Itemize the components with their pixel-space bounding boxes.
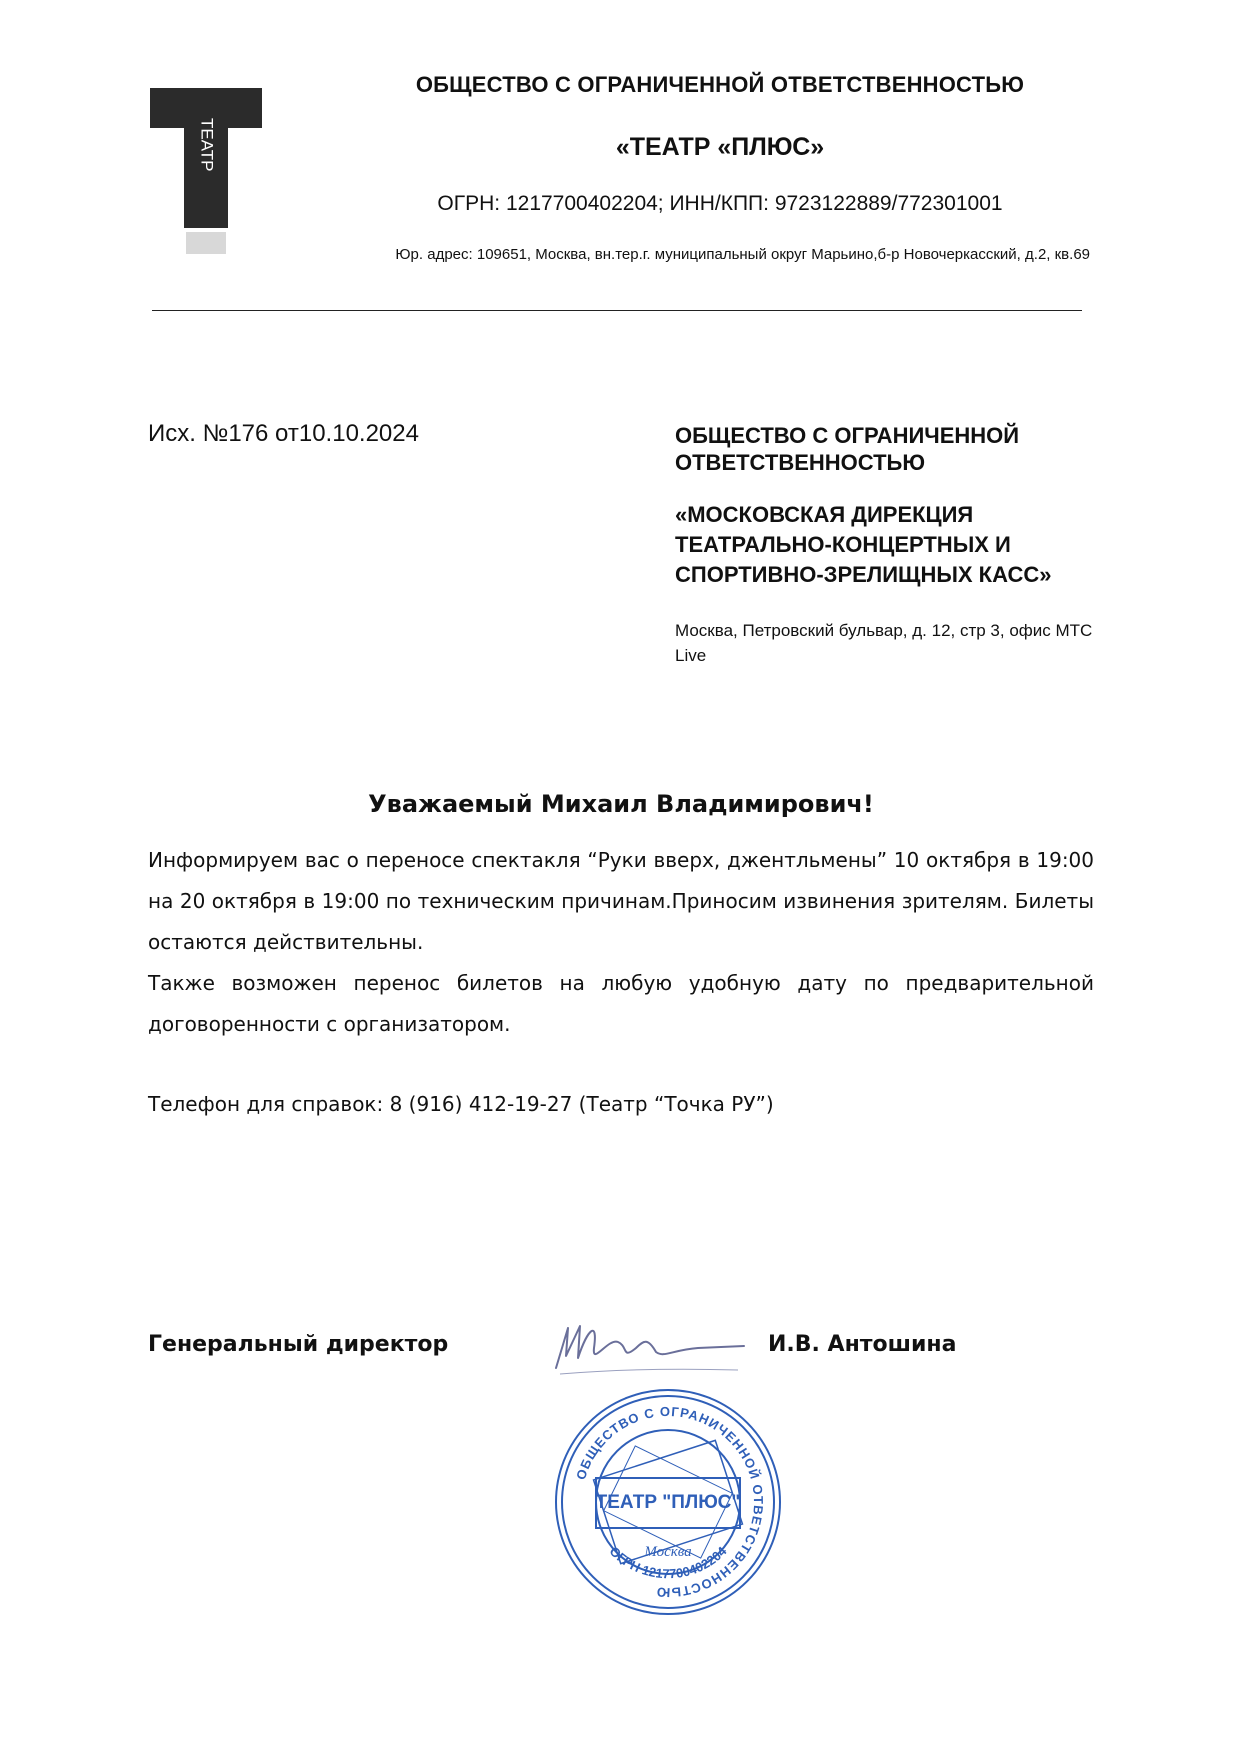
header-org-name: «ТЕАТР «ПЛЮС» (615, 133, 825, 161)
stamp-ring-text: ОБЩЕСТВО С ОГРАНИЧЕННОЙ ОТВЕТСТВЕННОСТЬЮ (573, 1403, 767, 1601)
letter-body (148, 840, 1094, 1045)
body-paragraph-2: Также возможен перенос билетов на любую удобную дату по предварительной договоренности с организатором. (148, 971, 1094, 1036)
header-divider (152, 310, 1082, 311)
addressee-address: Москва, Петровский бульвар, д. 12, стр 3, офис МТС Live (675, 621, 1093, 665)
body-paragraph-1: Информируем вас о переносе спектакля “Руки вверх, джентльмены” 10 октября в 19:00 на 20 октября в 19:00 по техническим причинам.Приносим извинения зрителям. Билеты остаются действительны. (148, 848, 1094, 954)
addressee-org-form: ОБЩЕСТВО С ОГРАНИЧЕННОЙ ОТВЕТСТВЕННОСТЬЮ (675, 423, 1020, 475)
signatory-name: И.В. Антошина (768, 1332, 957, 1357)
salutation: Уважаемый Михаил Владимирович! (368, 790, 874, 818)
handwritten-signature (548, 1308, 748, 1382)
company-stamp (552, 1386, 784, 1618)
signatory-role: Генеральный директор (148, 1332, 449, 1357)
contact-phone: Телефон для справок: 8 (916) 412-19-27 (Театр “Точка РУ”) (148, 1092, 774, 1116)
stamp-bottom-text: ОГРН 1217700402204 (606, 1543, 730, 1582)
header-legal-address: Юр. адрес: 109651, Москва, вн.тер.г. муниципальный округ Марьино,б-р Новочеркасский, д.2, кв.69 (395, 246, 1090, 263)
stamp-city: Москва (644, 1544, 692, 1560)
stamp-center-text: ТЕАТР "ПЛЮС" (595, 1492, 741, 1513)
theatre-logo (150, 88, 262, 256)
outgoing-number: Исх. №176 от10.10.2024 (148, 420, 419, 447)
header-org-form: ОБЩЕСТВО С ОГРАНИЧЕННОЙ ОТВЕТСТВЕННОСТЬЮ (415, 72, 1025, 97)
addressee-org-name: «МОСКОВСКАЯ ДИРЕКЦИЯ ТЕАТРАЛЬНО-КОНЦЕРТНЫХ И СПОРТИВНО-ЗРЕЛИЩНЫХ КАСС» (675, 502, 1052, 587)
logo-text: ТЕАТР (197, 118, 217, 172)
header-registration: ОГРН: 1217700402204; ИНН/КПП: 9723122889/772301001 (437, 192, 1003, 215)
